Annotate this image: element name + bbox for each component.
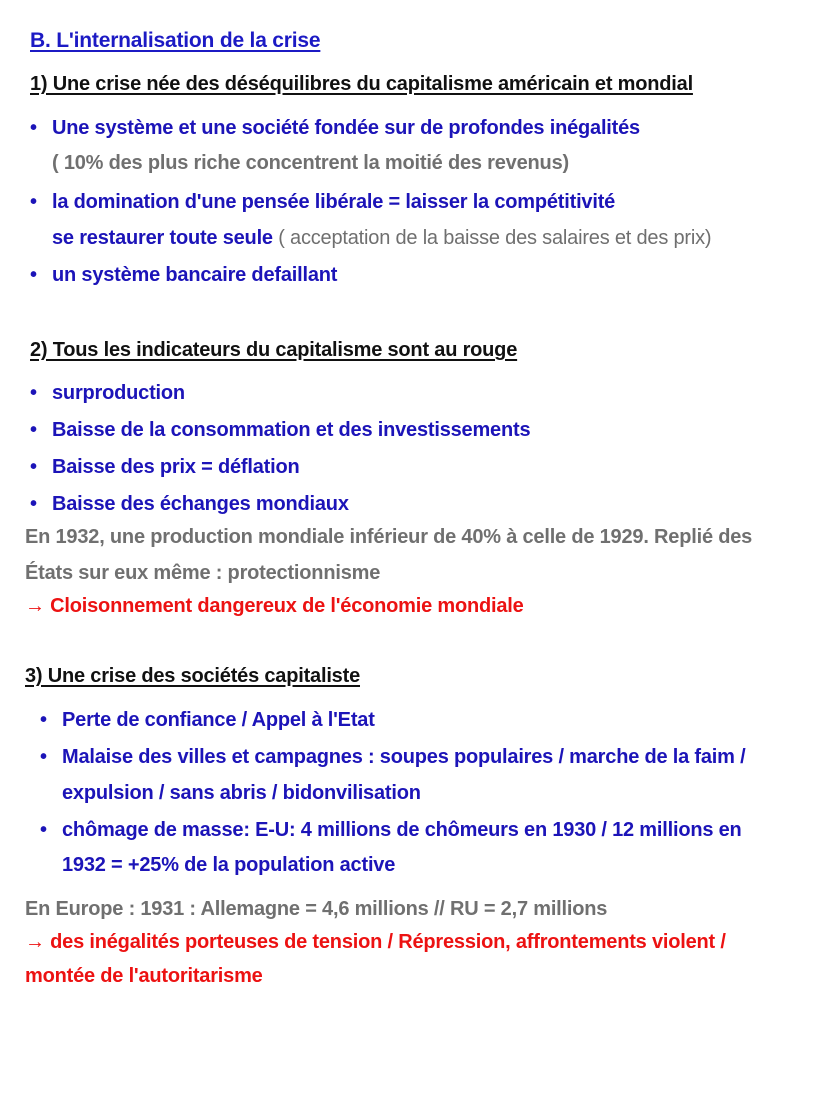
part3-item-1: • Perte de confiance / Appel à l'Etat <box>40 709 375 731</box>
part3-conclusion-line2: montée de l'autoritarisme <box>25 965 263 987</box>
bullet-icon: • <box>30 493 37 515</box>
part3-item-2: • Malaise des villes et campagnes : soupes populaires / marche de la faim / <box>40 746 746 768</box>
bullet-icon: • <box>30 419 37 441</box>
part3-item-3: • chômage de masse: E-U: 4 millions de chômeurs en 1930 / 12 millions en <box>40 819 742 841</box>
part1-bullet-2: • la domination d'une pensée libérale = laisser la compétitivité <box>30 191 616 213</box>
part2-item: • Baisse de la consommation et des investissements <box>30 419 531 441</box>
part2-item: • Baisse des échanges mondiaux <box>30 493 349 515</box>
bullet-icon: • <box>30 382 37 404</box>
bullet-icon: • <box>40 819 47 841</box>
bullet-icon: • <box>40 709 47 731</box>
bullet-icon: • <box>30 456 37 478</box>
bullet-icon: • <box>40 746 47 768</box>
part1-bullet-1-note: ( 10% des plus riche concentrent la moitié des revenus) <box>52 152 569 174</box>
part1-bullet-3: • un système bancaire defaillant <box>30 264 338 286</box>
part2-item: • surproduction <box>30 382 185 404</box>
part1-bullet-2-cont: se restaurer toute seule ( acceptation de la baisse des salaires et des prix) <box>52 227 712 249</box>
part2-title: 2) Tous les indicateurs du capitalisme sont au rouge <box>30 339 518 361</box>
part3-note: En Europe : 1931 : Allemagne = 4,6 millions // RU = 2,7 millions <box>25 898 608 920</box>
part1-bullet-1: • Une système et une société fondée sur de profondes inégalités <box>30 117 640 139</box>
part2-note-line2: États sur eux même : protectionnisme <box>25 562 381 584</box>
section-title: B. L'internalisation de la crise <box>30 29 321 52</box>
part1-title: 1) Une crise née des déséquilibres du capitalisme américain et mondial <box>30 73 693 95</box>
part3-item-2-cont: expulsion / sans abris / bidonvilisation <box>62 782 421 804</box>
part3-title: 3) Une crise des sociétés capitaliste <box>25 665 360 687</box>
bullet-icon: • <box>30 117 37 139</box>
bullet-icon: • <box>30 264 37 286</box>
part2-note-line1: En 1932, une production mondiale inférieur de 40% à celle de 1929. Replié des <box>25 526 753 548</box>
part2-conclusion: → Cloisonnement dangereux de l'économie mondiale <box>25 595 524 617</box>
bullet-icon: • <box>30 191 37 213</box>
part2-item: • Baisse des prix = déflation <box>30 456 300 478</box>
part3-conclusion-line1: → des inégalités porteuses de tension / Répression, affrontements violent / <box>25 931 726 953</box>
part3-item-3-cont: 1932 = +25% de la population active <box>62 854 396 876</box>
